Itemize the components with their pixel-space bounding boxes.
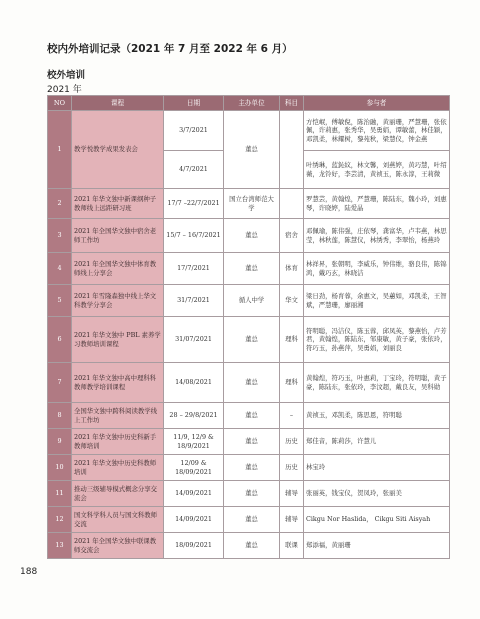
header-participants: 参与者 (304, 96, 450, 111)
row-course: 国文科学科人员与国文科教师交流 (72, 507, 164, 533)
table-row (48, 285, 450, 317)
row-subject: 宿舍 (280, 219, 304, 253)
row-organizer: 董总 (224, 317, 280, 363)
row-participants: 方恺岷，傅敏倪，陈治融，黄丽珊，严慧珊，张依佩，许莉惠，张秀华，吴勇娟，谭敏蕾，林佳颖，邓凯柔，林耀树，黎苑秋，梁慧仪，钟金燕 (304, 111, 450, 151)
row-organizer: 董总 (224, 111, 280, 189)
row-no: 2 (48, 189, 72, 219)
row-participants: 张丽英，钱宝仪，贺凤玲，张丽美 (304, 481, 450, 507)
row-date: 17/7 –22/7/2021 (164, 189, 224, 219)
row-subject: 历史 (280, 455, 304, 481)
row-date: 31/7/2021 (164, 285, 224, 317)
row-organizer: 循人中学 (224, 285, 280, 317)
row-no: 11 (48, 481, 72, 507)
table-row (48, 219, 450, 253)
row-no: 13 (48, 533, 72, 559)
row-date: 4/7/2021 (164, 151, 224, 189)
row-participants: 罗慧芸，黄翰煌，严慧珊，陈陆东，魏小玲，刘惠琴，许晓婷，陆爱晶 (304, 189, 450, 219)
row-participants: 叶绣琳，蓝鈊紋，林文馨，刘燕婷，黄巧慧，叶绍薇，龙铃好，李芸清，黄祯玉，陈永淳，王莉微 (304, 151, 450, 189)
row-no: 3 (48, 219, 72, 253)
table-row (48, 533, 450, 559)
row-organizer: 董总 (224, 455, 280, 481)
row-organizer: 董总 (224, 253, 280, 285)
row-course: 全国华文独中跨科阅读教学线上工作坊 (72, 403, 164, 429)
row-course: 2021 年华文独中历史科教师培训 (72, 455, 164, 481)
row-date: 18/09/2021 (164, 533, 224, 559)
row-course: 2021 年华文独中 PBL 素养学习教师培训课程 (72, 317, 164, 363)
header-date: 日期 (164, 96, 224, 111)
header-no: NO (48, 96, 72, 111)
row-organizer: 董总 (224, 481, 280, 507)
row-date: 3/7/2021 (164, 111, 224, 151)
row-participants: 黄祯玉，邓凯柔，陈思恩，符明聪 (304, 403, 450, 429)
section-heading: 校外培训 (47, 70, 86, 81)
row-participants: 郑佳音，陈莉莎，许慧儿 (304, 429, 450, 455)
table-row (48, 429, 450, 455)
table-row (48, 455, 450, 481)
table-row (48, 111, 450, 151)
row-no: 12 (48, 507, 72, 533)
row-course: 2021 年全国华文独中宿舍老师工作坊 (72, 219, 164, 253)
header-course: 课程 (72, 96, 164, 111)
row-course: 2021 年雪隆森独中线上华文科教学分享会 (72, 285, 164, 317)
header-organizer: 主办单位 (224, 96, 280, 111)
row-date: 14/09/2021 (164, 507, 224, 533)
row-organizer: 国立台湾师范大学 (224, 189, 280, 219)
row-date: 11/9, 12/9 & 18/9/2021 (164, 429, 224, 455)
row-course: 2021 年华文独中高中理科科教师教学培训课程 (72, 363, 164, 403)
row-course: 教学悦教学成果发表会 (72, 111, 164, 189)
row-course: 推动三级辅导模式概念分享交流会 (72, 481, 164, 507)
row-no: 9 (48, 429, 72, 455)
row-course: 2021 年华文独中历史科新手教师培训 (72, 429, 164, 455)
row-participants: 邓佩瑜，陈伟强，庄依琴，龚富华，卢韦燕，林思莹，林秋莲，陈慧仪，林绣秀，李翠怡，杨燕玲 (304, 219, 450, 253)
row-subject: – (280, 403, 304, 429)
table-header-row (48, 96, 450, 111)
row-subject (280, 111, 304, 189)
training-records-table (47, 95, 450, 559)
row-organizer: 董总 (224, 507, 280, 533)
row-no: 8 (48, 403, 72, 429)
row-participants: 梁日劲，杨育蓉，余惠文，吴蕙如，邓凯柔，王智斌，严慧珊，廖丽湘 (304, 285, 450, 317)
row-no: 5 (48, 285, 72, 317)
page-number: 188 (20, 567, 38, 577)
row-no: 1 (48, 111, 72, 189)
table-row (48, 481, 450, 507)
row-organizer: 董总 (224, 363, 280, 403)
row-organizer: 董总 (224, 533, 280, 559)
row-date: 17/7/2021 (164, 253, 224, 285)
row-course: 2021 年全国华文独中体育教师线上分享会 (72, 253, 164, 285)
row-organizer: 董总 (224, 403, 280, 429)
row-date: 14/08/2021 (164, 363, 224, 403)
row-subject: 历史 (280, 429, 304, 455)
row-date: 12/09 & 18/09/2021 (164, 455, 224, 481)
table-row (48, 507, 450, 533)
row-participants: 黄翰煌，符巧玉，叶惠莉，丁宝玲，符明聪，黄子豪，陈陆东，张依玲，李汶超，戴良友，吴科勋 (304, 363, 450, 403)
page-title: 校内外培训记录（2021 年 7 月至 2022 年 6 月） (47, 43, 293, 55)
row-participants: 符明聪，冯洁仪，陈玉蓉，邱凤英，黎燕怡，卢芳君，黄翰煌，陈陆东，邹康敏，黄子豪，张依玲，符巧玉，孙燕萍，吴勇娟，刘丽良 (304, 317, 450, 363)
row-no: 7 (48, 363, 72, 403)
row-subject: 体育 (280, 253, 304, 285)
row-no: 10 (48, 455, 72, 481)
row-subject: 理科 (280, 317, 304, 363)
row-subject: 联课 (280, 533, 304, 559)
table-row (48, 253, 450, 285)
table-row (48, 317, 450, 363)
row-subject: 华文 (280, 285, 304, 317)
row-subject: 辅导 (280, 507, 304, 533)
row-no: 4 (48, 253, 72, 285)
row-date: 15/7 – 16/7/2021 (164, 219, 224, 253)
row-course: 2021 年华文独中新课纲种子教师线上远距研习班 (72, 189, 164, 219)
row-date: 31/07/2021 (164, 317, 224, 363)
year-label: 2021 年 (47, 85, 82, 95)
row-organizer: 董总 (224, 219, 280, 253)
row-organizer: 董总 (224, 429, 280, 455)
table-row (48, 189, 450, 219)
row-participants: 郑添福，黄丽珊 (304, 533, 450, 559)
row-participants: 林宝玲 (304, 455, 450, 481)
row-subject (280, 189, 304, 219)
row-participants: Cikgu Nor Haslida， Cikgu Siti Aisyah (304, 507, 450, 533)
table-row (48, 363, 450, 403)
header-subject: 科目 (280, 96, 304, 111)
row-participants: 林祥昇，张朝明，李威乐，钟伟维，骆良伟，陈锦鸿，戴巧玄，林晓洁 (304, 253, 450, 285)
row-subject: 理科 (280, 363, 304, 403)
row-date: 28 – 29/8/2021 (164, 403, 224, 429)
row-course: 2021 年全国华文独中联课教师交流会 (72, 533, 164, 559)
row-subject: 辅导 (280, 481, 304, 507)
row-no: 6 (48, 317, 72, 363)
row-date: 14/09/2021 (164, 481, 224, 507)
table-row (48, 403, 450, 429)
